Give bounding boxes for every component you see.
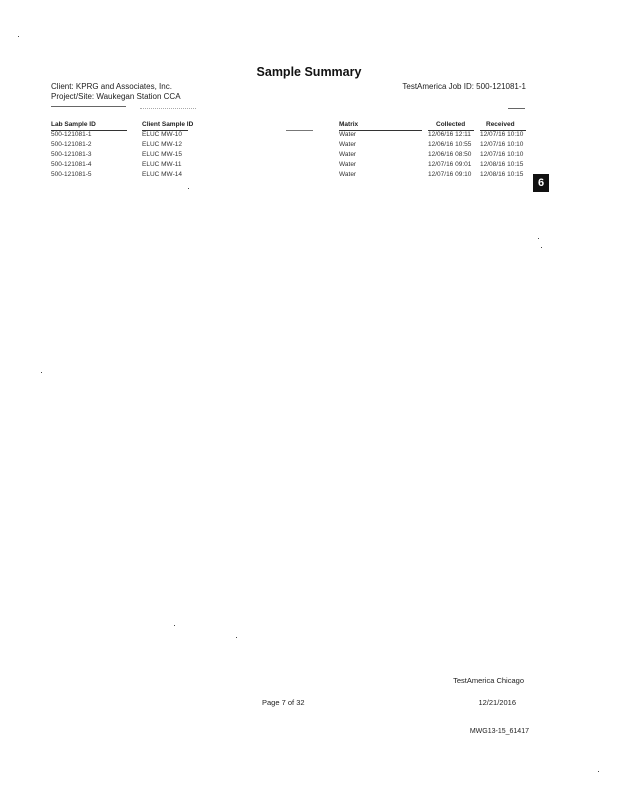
- col-client-sample-id: Client Sample ID: [142, 121, 194, 128]
- row-5-received: 12/08/16 10:15: [480, 171, 524, 178]
- row-3-client-id: ELUC MW-15: [142, 151, 182, 158]
- scan-speck: [236, 637, 237, 638]
- footer-date: 12/21/2016: [478, 698, 516, 707]
- row-1-received: 12/07/16 10:10: [480, 131, 524, 138]
- header-rule-mid: [140, 108, 196, 109]
- section-tab-marker: 6: [533, 174, 549, 192]
- col-lab-sample-id: Lab Sample ID: [51, 121, 96, 128]
- document-title: Sample Summary: [256, 65, 362, 79]
- row-4-client-id: ELUC MW-11: [142, 161, 182, 168]
- row-5-collected: 12/07/16 09:10: [428, 171, 472, 178]
- row-3-collected: 12/06/16 08:50: [428, 151, 472, 158]
- footer-document-id: MWG13-15_61417: [469, 728, 529, 735]
- header-rule-right: [508, 108, 525, 109]
- row-1-lab-id: 500-121081-1: [51, 131, 92, 138]
- row-1-client-id: ELUC MW-10: [142, 131, 182, 138]
- row-2-matrix: Water: [339, 141, 357, 148]
- header-rule-left: [51, 106, 126, 107]
- scan-speck: [541, 247, 542, 248]
- row-4-received: 12/08/16 10:15: [480, 161, 524, 168]
- scan-speck: [18, 36, 19, 37]
- row-5-lab-id: 500-121081-5: [51, 171, 92, 178]
- client-name: Client: KPRG and Associates, Inc.: [51, 82, 172, 91]
- job-id: TestAmerica Job ID: 500-121081-1: [402, 82, 526, 91]
- col-received: Received: [486, 121, 515, 128]
- row-1-matrix: Water: [339, 131, 357, 138]
- row-1-collected: 12/06/16 12:11: [428, 131, 471, 138]
- col-matrix: Matrix: [339, 121, 359, 128]
- row-2-lab-id: 500-121081-2: [51, 141, 92, 148]
- row-3-lab-id: 500-121081-3: [51, 151, 92, 158]
- row-4-collected: 12/07/16 09:01: [428, 161, 472, 168]
- col-rule-gap: [286, 130, 313, 131]
- row-5-client-id: ELUC MW-14: [142, 171, 182, 178]
- row-3-matrix: Water: [339, 151, 357, 158]
- row-5-matrix: Water: [339, 171, 357, 178]
- row-2-client-id: ELUC MW-12: [142, 141, 182, 148]
- scan-speck: [598, 771, 599, 772]
- scan-speck: [188, 188, 189, 189]
- scan-speck: [174, 625, 175, 626]
- scan-speck: [41, 372, 42, 373]
- row-3-received: 12/07/16 10:10: [480, 151, 524, 158]
- row-2-received: 12/07/16 10:10: [480, 141, 524, 148]
- footer-page-number: Page 7 of 32: [262, 698, 305, 707]
- footer-lab-name: TestAmerica Chicago: [453, 676, 524, 685]
- row-2-collected: 12/06/16 10:55: [428, 141, 472, 148]
- row-4-matrix: Water: [339, 161, 357, 168]
- row-4-lab-id: 500-121081-4: [51, 161, 92, 168]
- project-site: Project/Site: Waukegan Station CCA: [51, 92, 181, 101]
- scan-speck: [538, 238, 539, 239]
- col-collected: Collected: [436, 121, 466, 128]
